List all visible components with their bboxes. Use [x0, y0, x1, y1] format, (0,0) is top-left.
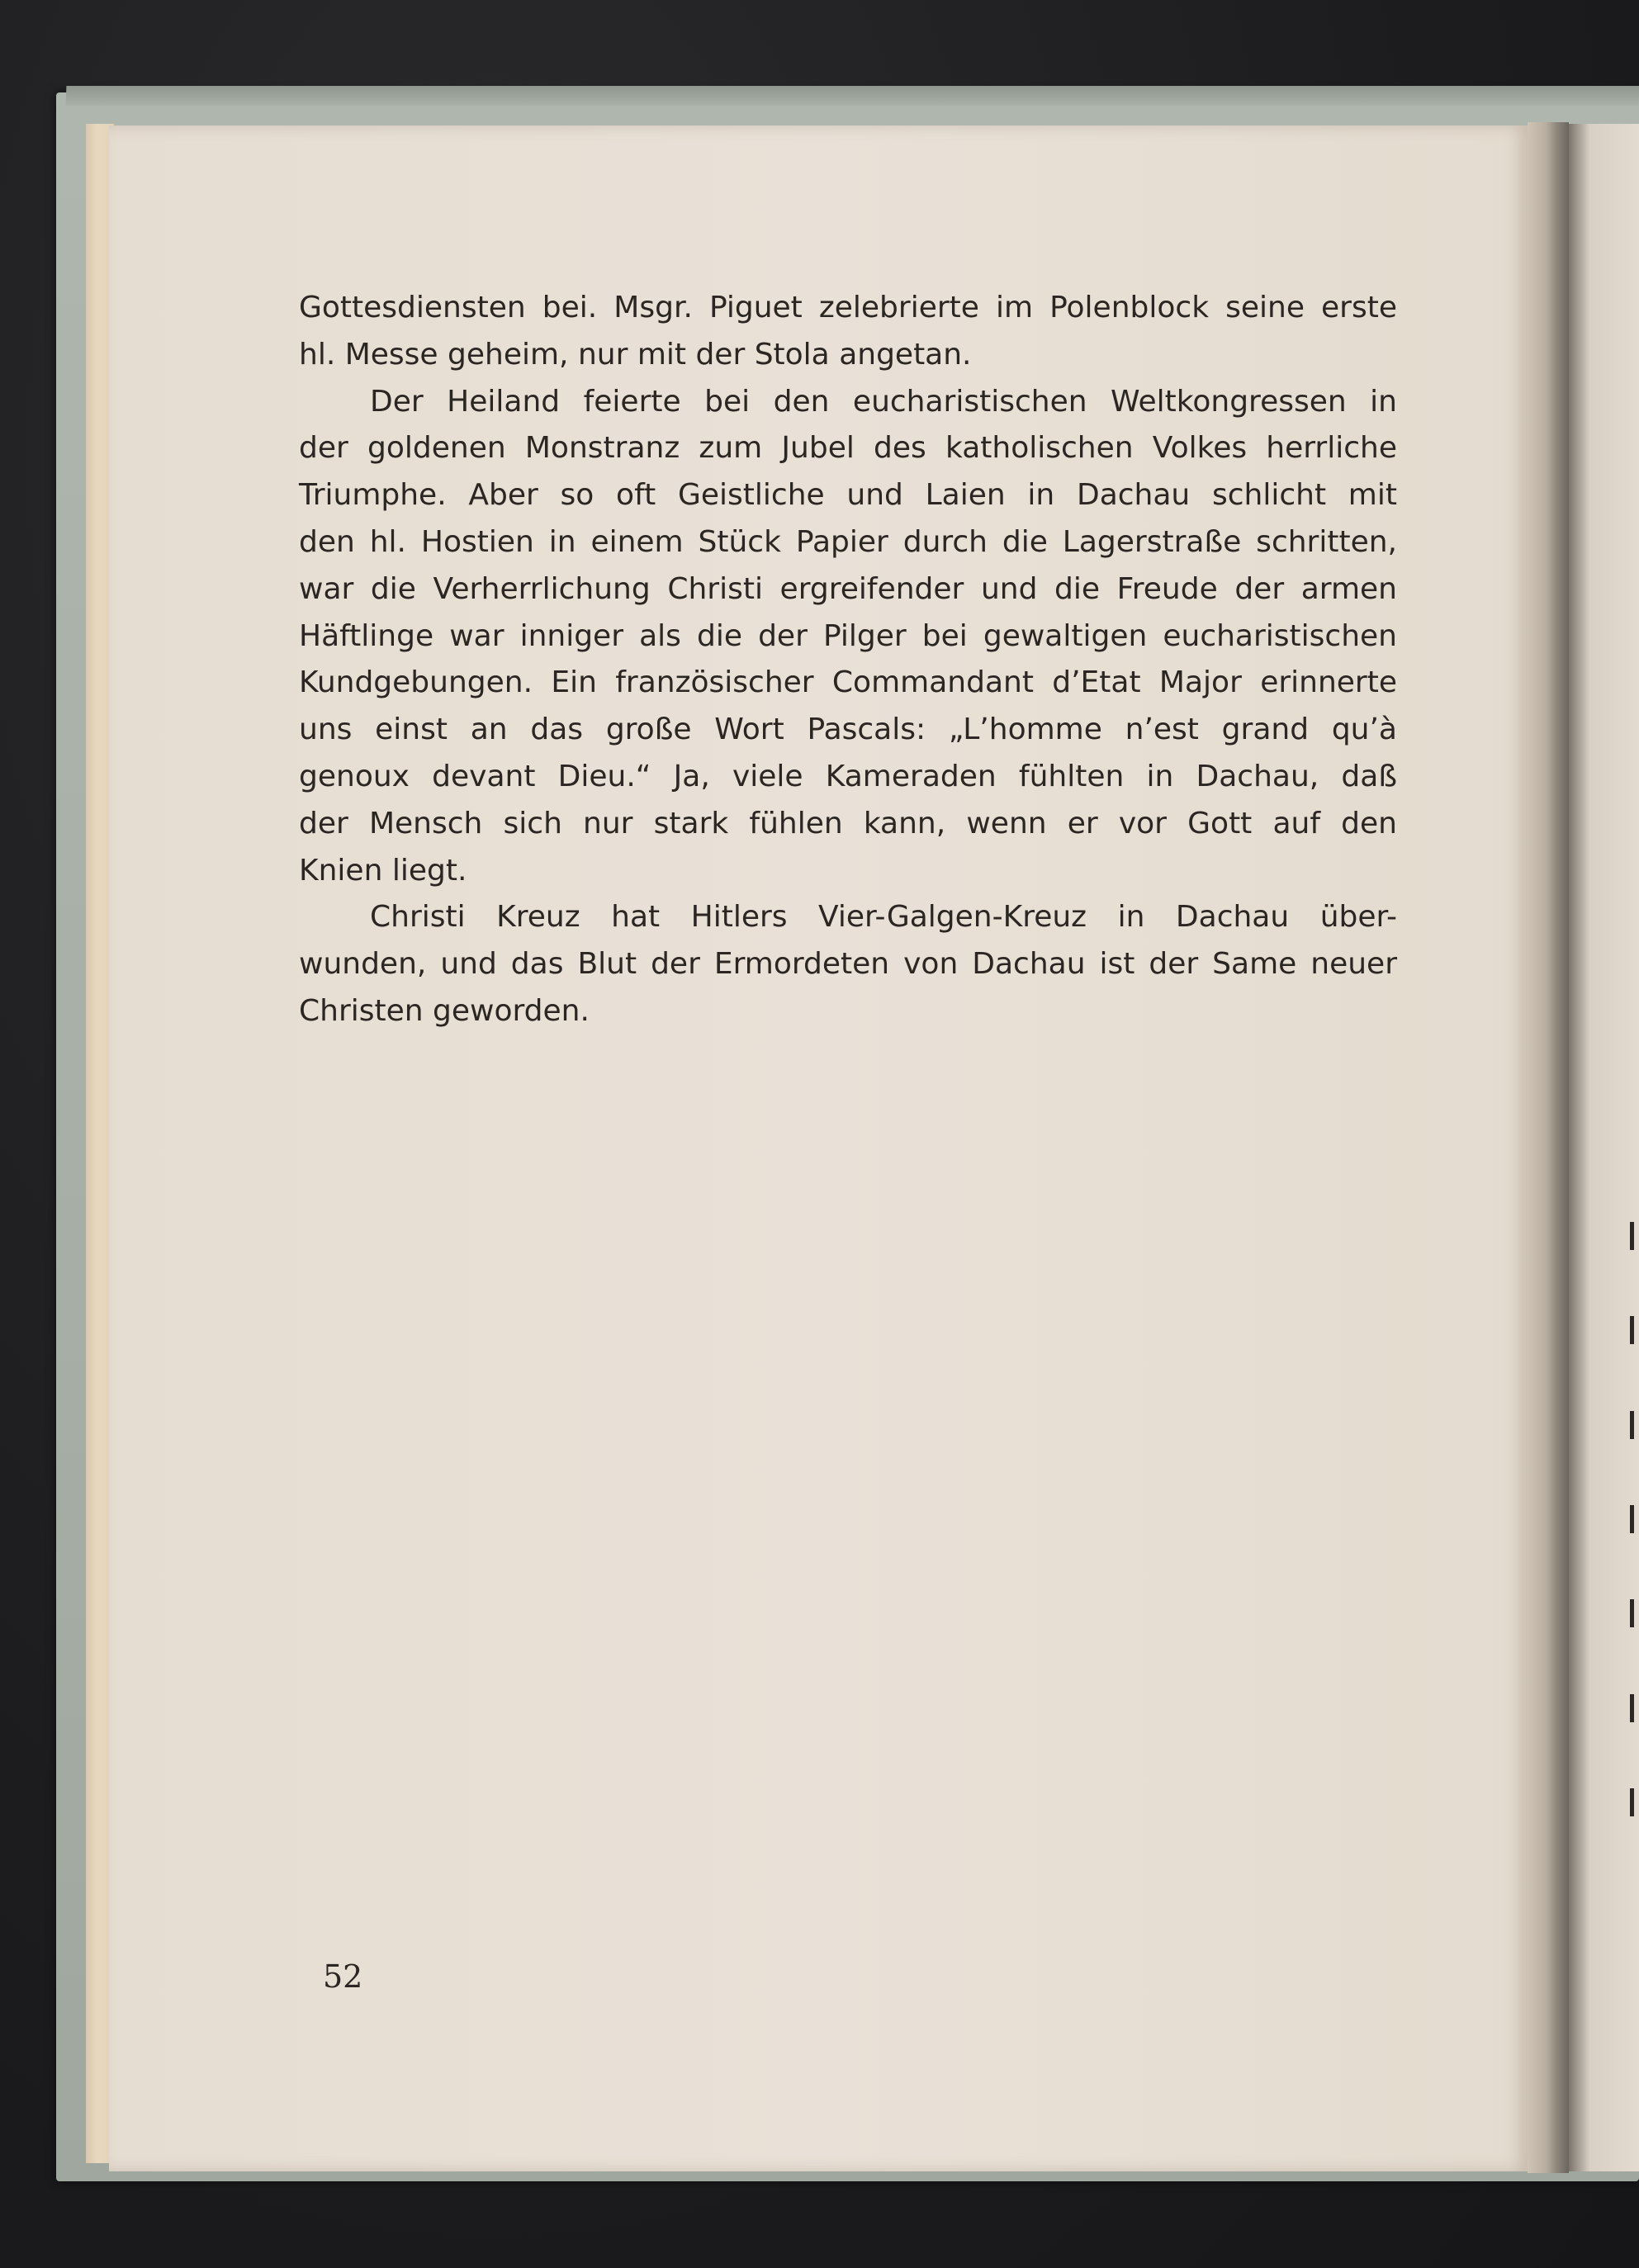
- text-line: Der Heiland feierte bei den eucharistischen Weltkongressen in: [370, 384, 1397, 419]
- text-line: den hl. Hostien in einem Stück Papier durch die Lagerstraße schritten,: [299, 524, 1397, 559]
- text-line: der Mensch sich nur stark fühlen kann, wenn er vor Gott auf den: [299, 806, 1397, 840]
- text-fragment-mark: [1630, 1411, 1634, 1439]
- text-line: hl. Messe geheim, nur mit der Stola angetan.: [299, 337, 972, 372]
- book-gutter: [1528, 122, 1569, 2173]
- text-line: Kundgebungen. Ein französischer Commandant d’Etat Major erinnerte: [299, 665, 1397, 700]
- text-line: war die Verherrlichung Christi ergreifender und die Freude der armen: [299, 571, 1397, 606]
- text-line: Knien liegt.: [299, 853, 467, 888]
- text-line: der goldenen Monstranz zum Jubel des katholischen Volkes herrliche: [299, 431, 1397, 466]
- book-cover-top-edge: [66, 86, 1639, 106]
- text-fragment-mark: [1630, 1316, 1634, 1344]
- text-line: Christi Kreuz hat Hitlers Vier-Galgen-Kreuz in Dachau über-: [370, 900, 1397, 935]
- page-number: 52: [323, 1958, 363, 1995]
- text-fragment-mark: [1630, 1505, 1634, 1533]
- text-fragment-mark: [1630, 1788, 1634, 1816]
- text-fragment-mark: [1630, 1599, 1634, 1627]
- next-page-text-fragments: [1625, 1222, 1639, 1816]
- body-text: [299, 285, 1397, 1035]
- text-fragment-mark: [1630, 1222, 1634, 1250]
- text-fragment-mark: [1630, 1694, 1634, 1722]
- text-line: Triumphe. Aber so oft Geistliche und Laien in Dachau schlicht mit: [299, 478, 1397, 513]
- text-line: wunden, und das Blut der Ermordeten von Dachau ist der Same neuer: [299, 947, 1397, 982]
- text-line: uns einst an das große Wort Pascals: „L’homme n’est grand qu’à: [299, 713, 1397, 747]
- next-page-edge: [1569, 124, 1639, 2171]
- text-line: Gottesdiensten bei. Msgr. Piguet zelebrierte im Polenblock seine erste: [299, 291, 1397, 324]
- text-line: Häftlinge war inniger als die der Pilger bei gewaltigen eucharistischen: [299, 618, 1397, 653]
- text-line: Christen geworden.: [299, 993, 590, 1028]
- text-line: genoux devant Dieu.“ Ja, viele Kameraden fühlten in Dachau, daß: [299, 759, 1397, 793]
